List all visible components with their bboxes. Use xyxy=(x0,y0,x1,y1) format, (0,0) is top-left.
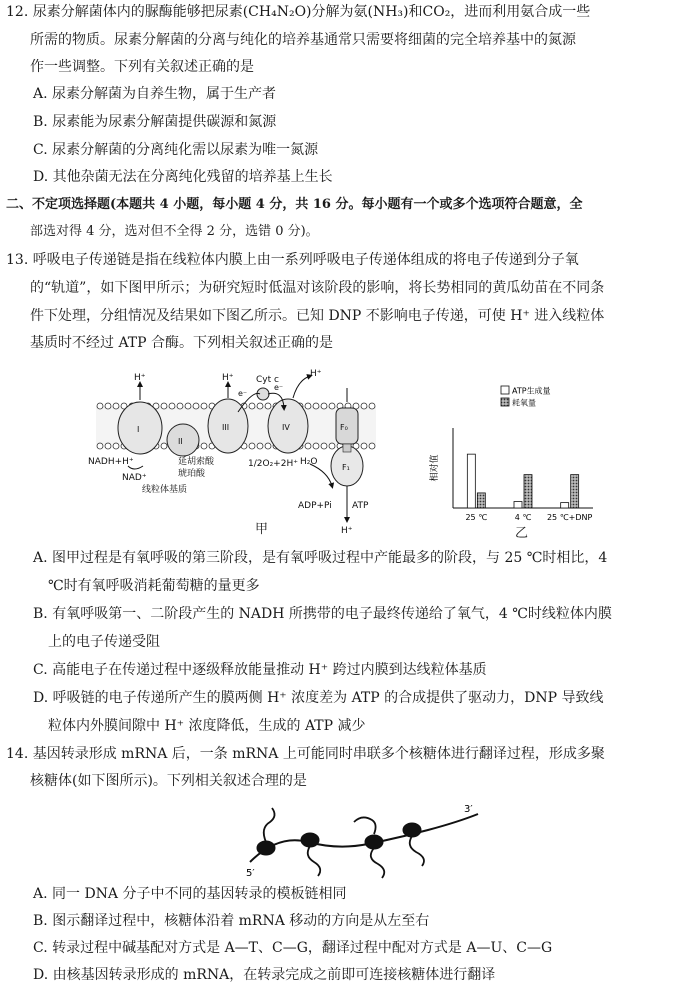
phospholipid-head xyxy=(113,443,119,449)
peptide-chain-5 xyxy=(354,817,376,834)
label-complex-iv: IV xyxy=(282,423,290,432)
peptide-chain-2 xyxy=(308,846,321,876)
label-h-plus-4: H⁺ xyxy=(341,526,353,536)
label-nad: NAD⁺ xyxy=(122,473,147,483)
q13-option-d-line-1: D. 呼吸链的电子传递所产生的膜两侧 H⁺ 浓度差为 ATP 的合成提供了驱动力，DNP 导致线 xyxy=(33,690,604,706)
label-nadh: NADH+H⁺ xyxy=(88,457,134,467)
bar-atp-0 xyxy=(467,454,475,508)
q14-option-d: D. 由核基因转录形成的 mRNA，在转录完成之前即可连接核糖体进行翻译 xyxy=(33,967,496,983)
x-tick-label: 25 ℃ xyxy=(465,513,488,522)
phospholipid-head xyxy=(185,403,191,409)
q13-stem-line-1: 13. 呼吸电子传递链是指在线粒体内膜上由一系列呼吸电子传递体组成的将电子传递到分子氧 xyxy=(6,252,579,268)
q13-stem-line-2: 的“轨道”，如下图甲所示；为研究短时低温对该阶段的影响，将长势相同的黄瓜幼苗在不同条 xyxy=(30,280,605,296)
phospholipid-head xyxy=(249,443,255,449)
label-atp: ATP xyxy=(352,501,369,511)
label-h-plus-2: H⁺ xyxy=(222,373,234,383)
q13-option-b-line-1: B. 有氧呼吸第一、二阶段产生的 NADH 所携带的电子最终传递给了氧气，4 ℃时线粒体内膜 xyxy=(33,606,612,622)
q12-option-c: C. 尿素分解菌的分离纯化需以尿素为唯一氮源 xyxy=(33,142,319,158)
q13-stem-line-4: 基质时不经过 ATP 合酶。下列相关叙述正确的是 xyxy=(30,335,334,351)
ribosome-3 xyxy=(365,835,383,849)
q13-option-b-line-2: 上的电子传递受阻 xyxy=(48,634,160,650)
label-succinate: 琥珀酸 xyxy=(178,469,206,479)
ribosome-2 xyxy=(301,833,319,847)
label-oxygen: 1/2O₂+2H⁺ xyxy=(248,459,298,469)
q13-option-d-line-2: 粒体内外膜间隙中 H⁺ 浓度降低，生成的 ATP 减少 xyxy=(48,718,366,734)
phospholipid-head xyxy=(305,443,311,449)
section-2-header-line-2: 部选对得 4 分，选对但不全得 2 分，选错 0 分)。 xyxy=(30,224,319,239)
figure-a-caption: 甲 xyxy=(255,522,269,537)
label-f1: F₁ xyxy=(342,463,350,472)
q14-option-b: B. 图示翻译过程中，核糖体沿着 mRNA 移动的方向是从左至右 xyxy=(33,913,430,929)
label-3-prime: 3′ xyxy=(464,804,473,815)
phospholipid-head xyxy=(257,443,263,449)
phospholipid-head xyxy=(361,403,367,409)
phospholipid-head xyxy=(177,403,183,409)
phospholipid-head xyxy=(201,443,207,449)
legend-label-0: ATP生成量 xyxy=(512,386,551,396)
x-tick-label: 25 ℃+DNP xyxy=(546,513,593,522)
label-cyt-c: Cyt c xyxy=(256,375,279,385)
label-fumarate: 延胡索酸 xyxy=(178,457,215,467)
phospholipid-head xyxy=(161,443,167,449)
peptide-chain-3 xyxy=(371,848,384,878)
phospholipid-head xyxy=(305,403,311,409)
q13-option-a-line-1: A. 图甲过程是有氧呼吸的第三阶段，是有氧呼吸过程中产能最多的阶段，与 25 ℃时相比，4 xyxy=(33,550,608,566)
q13-option-a-line-2: ℃时有氧呼吸消耗葡萄糖的量更多 xyxy=(48,578,260,594)
q12-stem-line-1: 12. 尿素分解菌体内的脲酶能够把尿素(CH₄N₂O)分解为氨(NH₃)和CO₂，进而利用氨合成一些 xyxy=(6,4,591,20)
phospholipid-head xyxy=(193,403,199,409)
phospholipid-head xyxy=(265,443,271,449)
section-2-header-line-1: 二、不定项选择题(本题共 4 小题，每小题 4 分，共 16 分。每小题有一个或多个选项符合题意，全 xyxy=(6,197,583,212)
phospholipid-head xyxy=(169,403,175,409)
figure-a-electron-transport-chain xyxy=(88,368,418,540)
label-water: H₂O xyxy=(300,457,318,467)
phospholipid-head xyxy=(313,403,319,409)
q12-option-d: D. 其他杂菌无法在分离纯化残留的培养基上生长 xyxy=(33,169,333,185)
q13-stem-line-3: 件下处理，分组情况及结果如下图乙所示。已知 DNP 不影响电子传递，可使 H⁺ 进入线粒体 xyxy=(30,308,605,324)
bar-atp-2 xyxy=(561,503,569,508)
label-complex-iii: III xyxy=(222,423,230,432)
phospholipid-head xyxy=(313,443,319,449)
q13-option-c: C. 高能电子在传递过程中逐级释放能量推动 H⁺ 跨过内膜到达线粒体基质 xyxy=(33,662,487,678)
legend-swatch-0 xyxy=(501,386,509,394)
phospholipid-head xyxy=(329,443,335,449)
label-5-prime: 5′ xyxy=(246,868,255,879)
phospholipid-head xyxy=(105,403,111,409)
peptide-chain-1 xyxy=(264,808,275,842)
bar-atp-1 xyxy=(514,502,522,508)
label-h-plus-3: H⁺ xyxy=(310,369,322,379)
figure-b-bar-chart xyxy=(425,380,605,530)
phospholipid-head xyxy=(265,403,271,409)
phospholipid-head xyxy=(321,443,327,449)
phospholipid-head xyxy=(161,403,167,409)
mrna-strand xyxy=(250,814,478,862)
phospholipid-head xyxy=(329,403,335,409)
legend-label-1: 耗氧量 xyxy=(512,398,536,408)
figure-b-caption: 乙 xyxy=(515,526,529,541)
label-matrix: 线粒体基质 xyxy=(142,485,188,495)
phospholipid-head xyxy=(321,403,327,409)
phospholipid-head xyxy=(201,403,207,409)
label-complex-i: I xyxy=(137,425,140,434)
q14-option-a: A. 同一 DNA 分子中不同的基因转录的模板链相同 xyxy=(33,886,347,902)
q12-stem-line-3: 作一些调整。下列有关叙述正确的是 xyxy=(30,59,254,75)
x-tick-label: 4 ℃ xyxy=(514,513,532,522)
phospholipid-head xyxy=(257,403,263,409)
complex-i xyxy=(118,402,162,454)
q14-stem-line-1: 14. 基因转录形成 mRNA 后，一条 mRNA 上可能同时串联多个核糖体进行翻译过程，形成多聚 xyxy=(6,746,605,762)
figure-polysome xyxy=(238,800,488,880)
complex-ii xyxy=(167,424,199,456)
phospholipid-head xyxy=(249,403,255,409)
phospholipid-head xyxy=(369,443,375,449)
phospholipid-head xyxy=(113,403,119,409)
label-e-1: e⁻ xyxy=(238,389,248,398)
label-fo: F₀ xyxy=(340,423,348,432)
ribosome-4 xyxy=(403,823,421,837)
label-h-plus-1: H⁺ xyxy=(134,373,146,383)
label-e-2: e⁻ xyxy=(274,383,284,392)
peptide-chain-4 xyxy=(410,836,424,866)
phospholipid-head xyxy=(97,403,103,409)
q12-stem-line-2: 所需的物质。尿素分解菌的分离与纯化的培养基通常只需要将细菌的完全培养基中的氮源 xyxy=(30,32,576,48)
q12-option-a: A. 尿素分解菌为自养生物，属于生产者 xyxy=(33,86,277,102)
q12-option-b: B. 尿素能为尿素分解菌提供碳源和氮源 xyxy=(33,114,277,130)
label-complex-ii: II xyxy=(178,437,183,446)
q14-option-c: C. 转录过程中碱基配对方式是 A—T、C—G，翻译过程中配对方式是 A—U、C—G xyxy=(33,940,553,956)
phospholipid-head xyxy=(369,403,375,409)
ribosome-1 xyxy=(257,841,275,855)
bar-oxygen-0 xyxy=(477,493,485,508)
phospholipid-head xyxy=(361,443,367,449)
legend-swatch-1 xyxy=(501,398,509,406)
phospholipid-head xyxy=(97,443,103,449)
phospholipid-head xyxy=(105,443,111,449)
q14-stem-line-2: 核糖体(如下图所示)。下列相关叙述合理的是 xyxy=(30,773,307,789)
y-axis-label: 相对值 xyxy=(430,454,440,482)
bar-oxygen-2 xyxy=(571,475,579,508)
bar-oxygen-1 xyxy=(524,475,532,508)
label-adp: ADP+Pi xyxy=(298,501,332,511)
